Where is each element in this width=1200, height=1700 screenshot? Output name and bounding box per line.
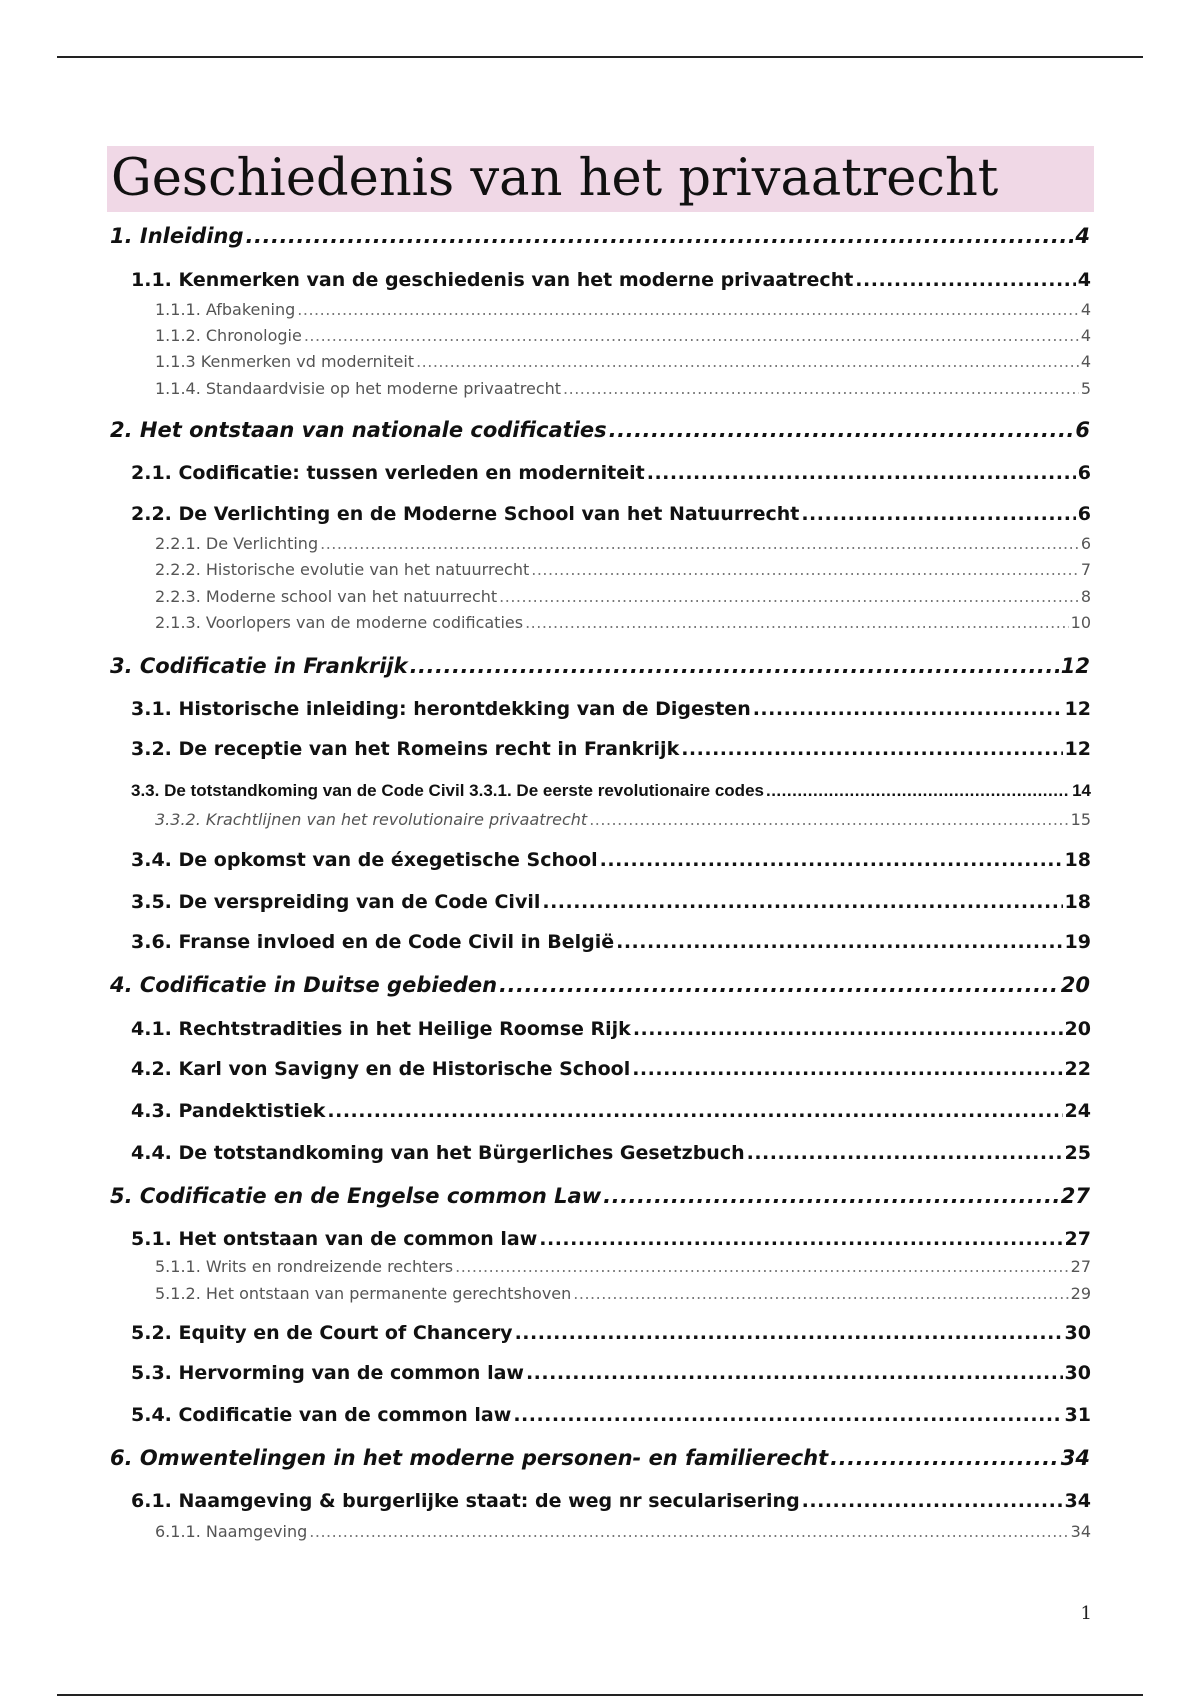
toc-entry-page: 4 [1080, 300, 1091, 319]
toc-entry-text: 3.3. De totstandkoming van de Code Civil 3.3.1. De eerste revolutionaire codes [131, 781, 764, 800]
toc-entry-page: 12 [1060, 654, 1090, 678]
toc-entry-text: 2.2.2. Historische evolutie van het natuurrecht [155, 560, 530, 579]
toc-leader-dots [304, 326, 1079, 345]
toc-entry-page: 4 [1075, 224, 1090, 248]
toc-leader-dots [297, 300, 1079, 319]
toc-leader-dots [327, 1100, 1062, 1122]
toc-entry-2[interactable] [110, 418, 1090, 442]
toc-entry-5[interactable] [110, 1184, 1090, 1208]
toc-entry-page: 27 [1070, 1257, 1091, 1276]
toc-entry-text: 5. Codificatie en de Engelse common Law [110, 1184, 602, 1208]
toc-entry-text: 5.2. Equity en de Court of Chancery [131, 1322, 513, 1344]
toc-entry-4-3[interactable] [131, 1100, 1091, 1122]
toc-entry-text: 3.6. Franse invloed en de Code Civil in België [131, 931, 615, 953]
toc-entry-text: 5.1. Het ontstaan van de common law [131, 1228, 538, 1250]
toc-entry-page: 18 [1064, 849, 1091, 871]
toc-leader-dots [513, 1404, 1062, 1426]
toc-entry-3-1[interactable] [131, 698, 1091, 720]
toc-leader-dots [747, 1142, 1063, 1164]
toc-entry-3-4[interactable] [131, 849, 1091, 871]
toc-leader-dots [539, 1228, 1062, 1250]
toc-entry-text: 4.3. Pandektistiek [131, 1100, 326, 1122]
toc-leader-dots [632, 1058, 1062, 1080]
toc-entry-page: 4 [1077, 269, 1091, 291]
toc-entry-3-6[interactable] [131, 931, 1091, 953]
toc-entry-2-1[interactable] [131, 462, 1091, 484]
toc-leader-dots [499, 973, 1059, 997]
toc-entry-page: 34 [1064, 1490, 1091, 1512]
toc-entry-text: 3.4. De opkomst van de éxegetische School [131, 849, 598, 871]
toc-entry-page: 20 [1060, 973, 1090, 997]
toc-entry-3-5[interactable] [131, 891, 1091, 913]
toc-leader-dots [616, 931, 1062, 953]
toc-entry-text: 2.2.3. Moderne school van het natuurrecht [155, 587, 498, 606]
toc-entry-5-4[interactable] [131, 1404, 1091, 1426]
toc-entry-page: 30 [1064, 1322, 1091, 1344]
toc-entry-text: 6. Omwentelingen in het moderne personen- en familierecht [110, 1446, 829, 1470]
toc-entry-4-2[interactable] [131, 1058, 1091, 1080]
toc-entry-page: 12 [1064, 698, 1091, 720]
toc-entry-page: 22 [1064, 1058, 1091, 1080]
toc-leader-dots [455, 1257, 1069, 1276]
toc-entry-1[interactable] [110, 224, 1090, 248]
toc-entry-text: 3.5. De verspreiding van de Code Civil [131, 891, 541, 913]
toc-leader-dots [563, 379, 1079, 398]
toc-leader-dots [309, 1522, 1068, 1541]
toc-entry-4[interactable] [110, 973, 1090, 997]
toc-entry-text: 5.1.2. Het ontstaan van permanente gerechtshoven [155, 1284, 572, 1303]
toc-leader-dots [515, 1322, 1063, 1344]
toc-entry-page: 6 [1077, 462, 1091, 484]
toc-entry-text: 5.4. Codificatie van de common law [131, 1404, 512, 1426]
toc-leader-dots [531, 560, 1079, 579]
toc-entry-text: 2.2. De Verlichting en de Moderne School van het Natuurrecht [131, 503, 800, 525]
toc-entry-page: 8 [1080, 587, 1091, 606]
toc-entry-page: 12 [1064, 738, 1091, 760]
toc-entry-text: 3.2. De receptie van het Romeins recht in Frankrijk [131, 738, 680, 760]
toc-entry-5-2[interactable] [131, 1322, 1091, 1344]
toc-entry-6-1-1[interactable] [155, 1522, 1091, 1541]
toc-entry-text: 1.1.2. Chronologie [155, 326, 302, 345]
toc-leader-dots [410, 654, 1059, 678]
toc-entry-text: 4.2. Karl von Savigny en de Historische School [131, 1058, 631, 1080]
toc-entry-page: 10 [1070, 613, 1091, 632]
toc-leader-dots [589, 810, 1068, 829]
toc-entry-1-1-3[interactable] [155, 352, 1091, 371]
toc-entry-5-1-2[interactable] [155, 1284, 1091, 1303]
toc-entry-text: 2. Het ontstaan van nationale codificaties [110, 418, 607, 442]
toc-entry-text: 4.4. De totstandkoming van het Bürgerliches Gesetzbuch [131, 1142, 745, 1164]
toc-leader-dots [855, 269, 1075, 291]
toc-entry-page: 7 [1080, 560, 1091, 579]
toc-leader-dots [499, 587, 1079, 606]
toc-entry-3[interactable] [110, 654, 1090, 678]
toc-entry-text: 3.3.2. Krachtlijnen van het revolutionaire privaatrecht [155, 810, 588, 829]
toc-entry-1-1-4[interactable] [155, 379, 1091, 398]
toc-entry-3-3-2[interactable] [155, 810, 1091, 829]
toc-entry-page: 34 [1070, 1522, 1091, 1541]
toc-entry-page: 15 [1070, 810, 1091, 829]
toc-entry-2-2-3[interactable] [155, 587, 1091, 606]
toc-entry-text: 6.1. Naamgeving & burgerlijke staat: de weg nr secularisering [131, 1490, 800, 1512]
toc-leader-dots [573, 1284, 1068, 1303]
toc-entry-text: 3.1. Historische inleiding: herontdekking van de Digesten [131, 698, 751, 720]
toc-entry-text: 2.1. Codificatie: tussen verleden en moderniteit [131, 462, 645, 484]
toc-entry-text: 4.1. Rechtstradities in het Heilige Roomse Rijk [131, 1018, 631, 1040]
toc-entry-6[interactable] [110, 1446, 1090, 1470]
toc-entry-3-3[interactable] [131, 781, 1091, 801]
toc-entry-text: 1. Inleiding [110, 224, 244, 248]
toc-leader-dots [766, 781, 1070, 801]
toc-leader-dots [600, 849, 1063, 871]
toc-leader-dots [603, 1184, 1059, 1208]
toc-entry-page: 27 [1064, 1228, 1091, 1250]
toc-entry-text: 1.1.3 Kenmerken vd moderniteit [155, 352, 415, 371]
toc-entry-4-1[interactable] [131, 1018, 1091, 1040]
toc-entry-1-1-2[interactable] [155, 326, 1091, 345]
toc-entry-page: 6 [1077, 503, 1091, 525]
toc-leader-dots [753, 698, 1063, 720]
toc-entry-text: 1.1.4. Standaardvisie op het moderne privaatrecht [155, 379, 562, 398]
toc-entry-page: 4 [1080, 326, 1091, 345]
toc-entry-text: 6.1.1. Naamgeving [155, 1522, 308, 1541]
toc-entry-1-1[interactable] [131, 269, 1091, 291]
toc-entry-text: 5.3. Hervorming van de common law [131, 1362, 524, 1384]
toc-entry-page: 25 [1064, 1142, 1091, 1164]
toc-entry-page: 31 [1064, 1404, 1091, 1426]
toc-entry-6-1[interactable] [131, 1490, 1091, 1512]
toc-leader-dots [542, 891, 1062, 913]
toc-entry-text: 4. Codificatie in Duitse gebieden [110, 973, 498, 997]
toc-entry-text: 2.2.1. De Verlichting [155, 534, 319, 553]
toc-entry-page: 5 [1080, 379, 1091, 398]
toc-entry-3-2[interactable] [131, 738, 1091, 760]
toc-leader-dots [416, 352, 1079, 371]
toc-entry-2-2-2[interactable] [155, 560, 1091, 579]
footer-rule [57, 1694, 1143, 1696]
toc-leader-dots [525, 613, 1069, 632]
toc-entry-5-3[interactable] [131, 1362, 1091, 1384]
toc-entry-page: 6 [1075, 418, 1090, 442]
toc-entry-1-1-1[interactable] [155, 300, 1091, 319]
toc-entry-2-1-3[interactable] [155, 613, 1091, 632]
toc-leader-dots [647, 462, 1076, 484]
toc-entry-text: 1.1. Kenmerken van de geschiedenis van het moderne privaatrecht [131, 269, 854, 291]
toc-entry-text: 5.1.1. Writs en rondreizende rechters [155, 1257, 454, 1276]
toc-entry-page: 14 [1072, 781, 1091, 800]
toc-entry-4-4[interactable] [131, 1142, 1091, 1164]
toc-leader-dots [609, 418, 1074, 442]
toc-entry-page: 20 [1064, 1018, 1091, 1040]
toc-entry-page: 27 [1060, 1184, 1090, 1208]
toc-leader-dots [633, 1018, 1063, 1040]
toc-entry-page: 6 [1080, 534, 1091, 553]
toc-leader-dots [801, 503, 1075, 525]
toc-entry-page: 29 [1070, 1284, 1091, 1303]
toc-entry-text: 3. Codificatie in Frankrijk [110, 654, 408, 678]
document-title: Geschiedenis van het privaatrecht [107, 146, 1094, 212]
toc-entry-text: 1.1.1. Afbakening [155, 300, 296, 319]
toc-entry-page: 30 [1064, 1362, 1091, 1384]
toc-leader-dots [246, 224, 1074, 248]
toc-entry-page: 24 [1064, 1100, 1091, 1122]
toc-entry-5-1-1[interactable] [155, 1257, 1091, 1276]
toc-leader-dots [320, 534, 1079, 553]
toc-entry-2-2[interactable] [131, 503, 1091, 525]
toc-leader-dots [830, 1446, 1059, 1470]
toc-entry-5-1[interactable] [131, 1228, 1091, 1250]
toc-leader-dots [526, 1362, 1063, 1384]
toc-leader-dots [802, 1490, 1063, 1512]
page-number: 1 [1080, 1603, 1092, 1624]
toc-leader-dots [681, 738, 1062, 760]
toc-entry-2-2-1[interactable] [155, 534, 1091, 553]
toc-entry-text: 2.1.3. Voorlopers van de moderne codificaties [155, 613, 524, 632]
toc-entry-page: 34 [1060, 1446, 1090, 1470]
toc-entry-page: 19 [1064, 931, 1091, 953]
toc-entry-page: 18 [1064, 891, 1091, 913]
toc-entry-page: 4 [1080, 352, 1091, 371]
